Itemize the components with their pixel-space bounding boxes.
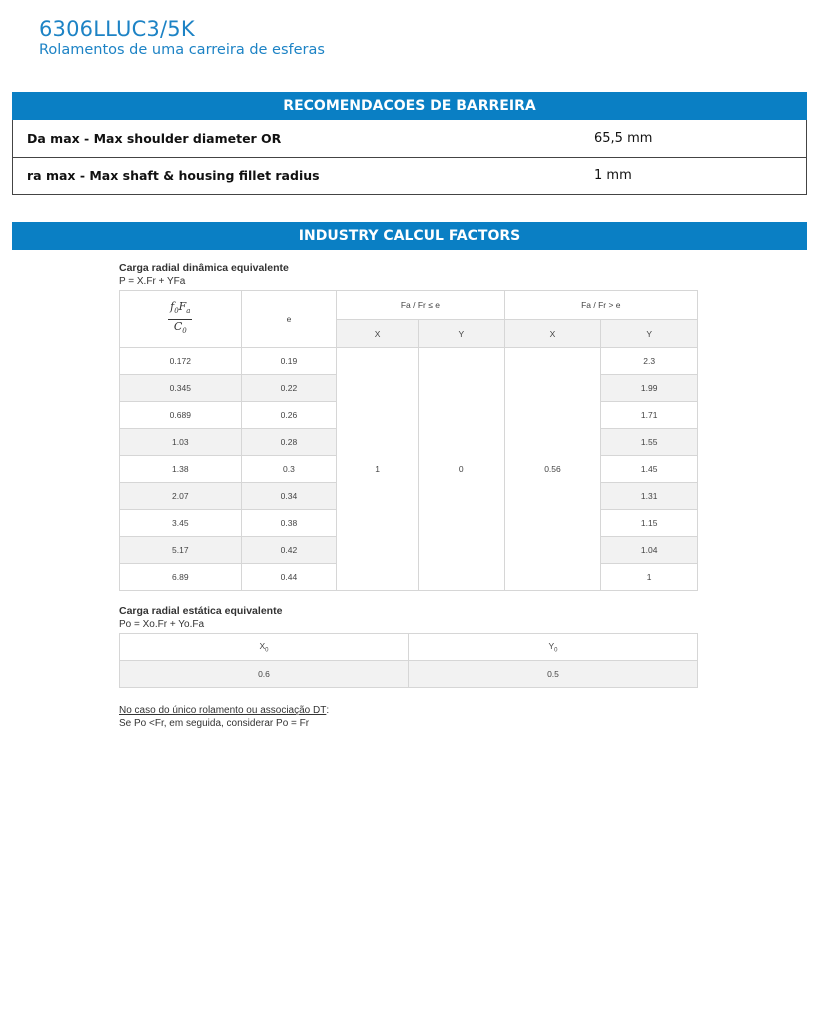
e-cell: 0.22: [241, 375, 337, 402]
table-row: [13, 120, 807, 157]
static-load-formula: Po = Xo.Fr + Yo.Fa: [119, 619, 205, 630]
dynamic-load-formula: P = X.Fr + YFa: [119, 276, 186, 287]
note-title: No caso do único rolamento ou associação DT:: [119, 705, 330, 716]
y0-value: 0.5: [409, 661, 698, 688]
y2-cell: 2.3: [601, 348, 698, 375]
y1-merged-cell: 0: [418, 348, 504, 591]
recommendations-table: [12, 120, 807, 195]
static-factors-table: [119, 633, 698, 688]
dynamic-factors-table: [119, 290, 698, 591]
e-cell: 0.38: [241, 510, 337, 537]
x0-header: $X_0$: [120, 634, 409, 661]
row-label: Da max - Max shoulder diameter OR: [27, 130, 282, 146]
row-value: 65,5 mm: [594, 130, 653, 146]
table-row: [120, 348, 698, 375]
y1-header: Y: [418, 320, 504, 348]
y2-cell: 1.99: [601, 375, 698, 402]
table-header-row: [120, 291, 698, 320]
note-text: Se Po <Fr, em seguida, considerar Po = Fr: [119, 718, 310, 729]
y2-cell: 1.15: [601, 510, 698, 537]
row-label: ra max - Max shaft & housing fillet radius: [27, 168, 320, 183]
y2-header: Y: [601, 320, 698, 348]
product-title: 6306LLUC3/5K: [39, 17, 195, 41]
e-cell: 0.44: [241, 564, 337, 591]
static-load-heading: Carga radial estática equivalente: [119, 605, 283, 617]
ratio-cell: 2.07: [120, 483, 242, 510]
y2-cell: 1.45: [601, 456, 698, 483]
table-row: [120, 661, 698, 688]
x1-merged-cell: 1: [337, 348, 419, 591]
group-header-gt: Fa / Fr > e: [504, 291, 697, 320]
e-cell: 0.28: [241, 429, 337, 456]
ratio-cell: 6.89: [120, 564, 242, 591]
x0-value: 0.6: [120, 661, 409, 688]
ratio-fraction: $\frac{f_0F_a}{C_0}$: [170, 300, 191, 335]
x2-merged-cell: 0.56: [504, 348, 601, 591]
ratio-cell: 5.17: [120, 537, 242, 564]
e-cell: 0.42: [241, 537, 337, 564]
e-cell: 0.34: [241, 483, 337, 510]
y2-cell: 1: [601, 564, 698, 591]
product-subtitle: Rolamentos de uma carreira de esferas: [39, 42, 325, 58]
group-header-le: Fa / Fr ≤ e: [337, 291, 504, 320]
e-header: e: [241, 291, 337, 348]
ratio-cell: 1.38: [120, 456, 242, 483]
ratio-header: [120, 291, 242, 348]
e-cell: 0.19: [241, 348, 337, 375]
y2-cell: 1.55: [601, 429, 698, 456]
table-row: [13, 157, 807, 194]
y0-header: $Y_0$: [409, 634, 698, 661]
y2-cell: 1.71: [601, 402, 698, 429]
x1-header: X: [337, 320, 419, 348]
y2-cell: 1.31: [601, 483, 698, 510]
e-cell: 0.3: [241, 456, 337, 483]
table-header-row: [120, 634, 698, 661]
y2-cell: 1.04: [601, 537, 698, 564]
e-cell: 0.26: [241, 402, 337, 429]
page-header: [39, 17, 325, 59]
dynamic-load-heading: Carga radial dinâmica equivalente: [119, 262, 289, 274]
calculation-factors: [119, 262, 699, 730]
x2-header: X: [504, 320, 601, 348]
recommendations-heading: RECOMENDACOES DE BARREIRA: [12, 92, 807, 120]
ratio-cell: 1.03: [120, 429, 242, 456]
ratio-cell: 0.172: [120, 348, 242, 375]
row-value: 1 mm: [594, 168, 632, 183]
ratio-cell: 3.45: [120, 510, 242, 537]
ratio-cell: 0.689: [120, 402, 242, 429]
ratio-cell: 0.345: [120, 375, 242, 402]
industry-heading: INDUSTRY CALCUL FACTORS: [12, 222, 807, 250]
